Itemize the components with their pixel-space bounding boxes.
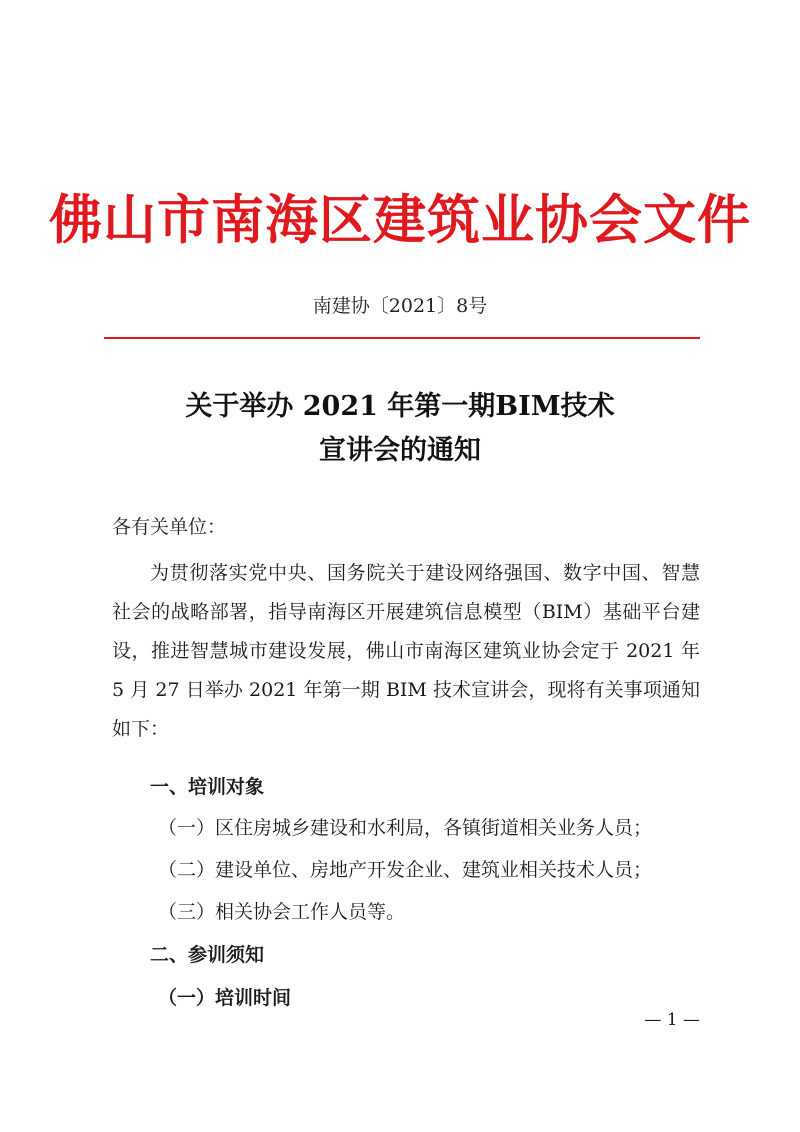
notice-title-line2: 宣讲会的通知 — [319, 435, 481, 466]
notice-title — [0, 385, 800, 473]
red-divider-line — [104, 337, 700, 339]
salutation: 各有关单位： — [112, 516, 227, 538]
section1-heading: 一、培训对象 — [150, 776, 265, 798]
section1-item: （一）区住房城乡建设和水利局，各镇街道相关业务人员； — [158, 817, 653, 839]
intro-paragraph: 为贯彻落实党中央、国务院关于建设网络强国、数字中国、智慧社会的战略部署，指导南海区开展建筑信息模型（BIM）基础平台建设，推进智慧城市建设发展，佛山市南海区建筑业协会定于 2021 年 5 月 27 日举办 2021 年第一期 BIM 技术宣讲会，现将有关事项通知如下： — [112, 562, 700, 740]
org-header-title: 佛山市南海区建筑业协会文件 — [49, 190, 751, 251]
section1-item: （三）相关协会工作人员等。 — [158, 901, 406, 923]
notice-title-line1: 关于举办 2021 年第一期BIM技术 — [185, 391, 615, 422]
section1-item: （二）建设单位、房地产开发企业、建筑业相关技术人员； — [158, 859, 653, 881]
document-number: 南建协〔2021〕8号 — [312, 295, 488, 317]
section2-subheading: （一）培训时间 — [158, 987, 292, 1009]
page-number: — 1 — — [644, 1010, 700, 1030]
section2-heading: 二、参训须知 — [150, 944, 265, 966]
